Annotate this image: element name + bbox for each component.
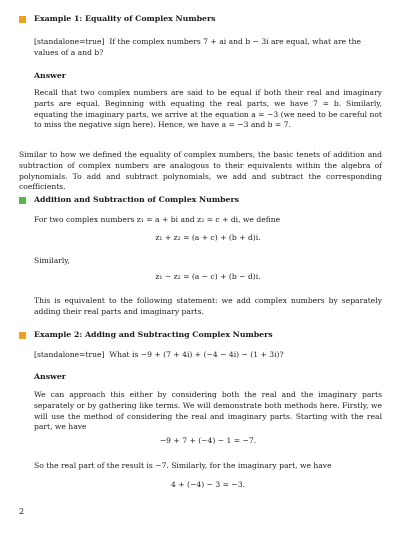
bridge-paragraph: Similar to how we defined the equality of complex numbers, the basic tenets of addition and subtraction of complex numbers are analogous to their equivalents within the algebra of polynomials. To add and subtract polynomials, we add and subtract the corresponding coefficients. xyxy=(19,150,382,192)
section-similarly: Similarly, xyxy=(34,256,70,265)
example2-question-text: What is −9 + (7 + 4i) + (−4 − 4i) − (1 + 3i)? xyxy=(109,350,284,359)
example1-answer-text: Recall that two complex numbers are said to be equal if both their real and imaginary parts are equal. Beginning with equating the real parts, we have 7 = b. Similarly, equating the imaginary parts, we arrive at the equation a = −3 (we need to be careful not to miss the negative sign here). Hence, we have a = −3 and b = 7. xyxy=(34,88,382,130)
example2-answer-label: Answer xyxy=(34,372,66,381)
example1-question xyxy=(34,37,382,59)
example2-so-text: So the real part of the result is −7. Similarly, for the imaginary part, we have xyxy=(34,461,332,470)
page-number: 2 xyxy=(19,507,25,516)
example1-answer-label: Answer xyxy=(34,71,66,80)
equation-imaginary-part: 4 + (−4) − 3 = −3. xyxy=(171,480,245,489)
example2-title: Example 2: Adding and Subtracting Complex Numbers xyxy=(34,330,273,339)
example1-question-prefix: [standalone=true] xyxy=(34,37,105,46)
example1-question-line2: values of a and b? xyxy=(34,47,104,57)
equation-sum: z₁ + z₂ = (a + c) + (b + d)i. xyxy=(155,233,261,242)
section-statement: This is equivalent to the following statement: we add complex numbers by separately adding their real parts and imaginary parts. xyxy=(34,296,382,316)
section-marker-icon xyxy=(19,197,26,204)
example2-answer-text: We can approach this either by considering both the real and the imaginary parts separately or by gathering like terms. We will demonstrate both methods here. Firstly, we will use the method of considering the real and imaginary parts. Starting with the real part, we have xyxy=(34,390,382,432)
section-intro: For two complex numbers z₁ = a + bi and z₂ = c + di, we define xyxy=(34,215,281,224)
example2-question-prefix: [standalone=true] xyxy=(34,350,105,359)
example-marker-icon xyxy=(19,332,26,339)
example-marker-icon xyxy=(19,16,26,23)
example2-question xyxy=(34,350,382,361)
section-title: Addition and Subtraction of Complex Numbers xyxy=(34,195,239,204)
equation-real-part: −9 + 7 + (−4) − 1 = −7. xyxy=(159,436,257,445)
equation-difference: z₁ − z₂ = (a − c) + (b − d)i. xyxy=(155,272,261,281)
example1-question-line1: If the complex numbers 7 + ai and b − 3i are equal, what are the xyxy=(109,37,361,46)
example1-title: Example 1: Equality of Complex Numbers xyxy=(34,14,216,23)
